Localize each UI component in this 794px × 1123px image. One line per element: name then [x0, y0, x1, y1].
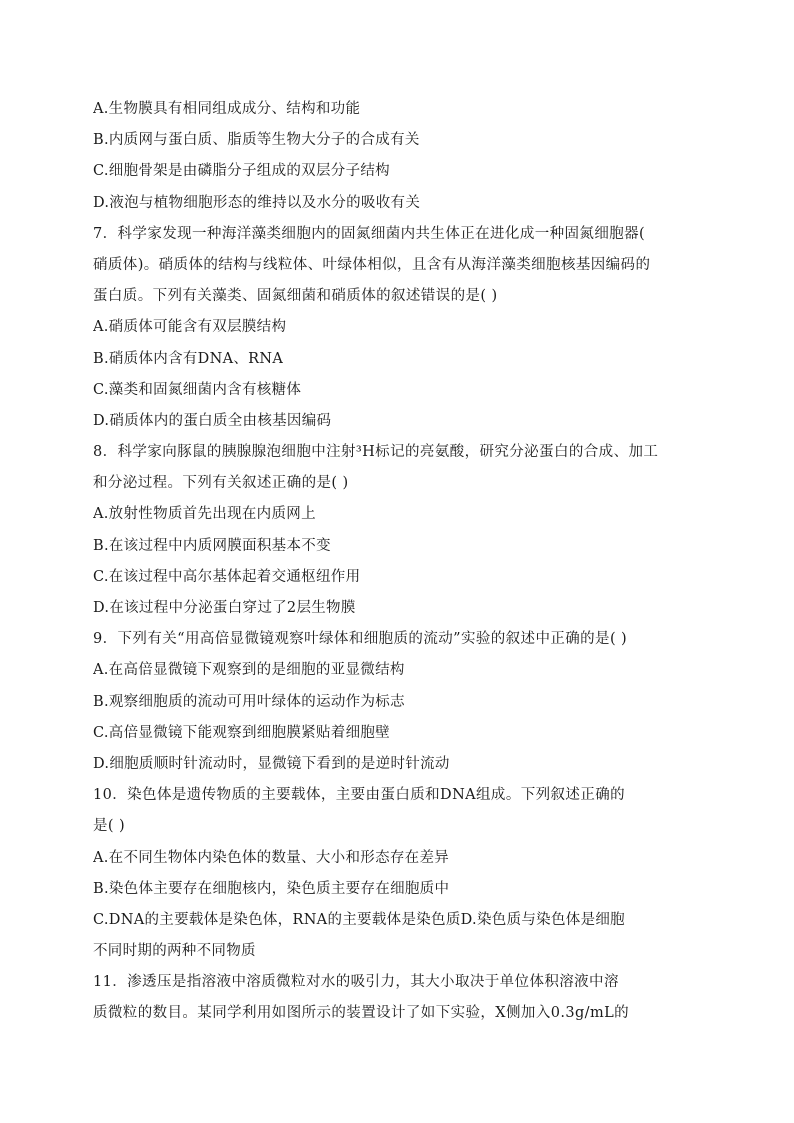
option-8c: C.在该过程中高尔基体起着交通枢纽作用: [93, 568, 361, 585]
option-9a: A.在高倍显微镜下观察到的是细胞的亚显微结构: [93, 662, 405, 679]
question-text-block: [93, 94, 703, 1030]
question-8-line-1: 8．科学家向豚鼠的胰腺腺泡细胞中注射³H标记的亮氨酸，研究分泌蛋白的合成、加工: [93, 444, 659, 461]
option-7d: D.硝质体内的蛋白质全由核基因编码: [93, 412, 332, 429]
question-9-line-1: 9．下列有关“用高倍显微镜观察叶绿体和细胞质的流动”实验的叙述中正确的是( ): [93, 631, 628, 648]
option-8b: B.在该过程中内质网膜面积基本不变: [93, 537, 331, 554]
option-6a: A.生物膜具有相同组成成分、结构和功能: [93, 101, 361, 117]
question-8-line-2: 和分泌过程。下列有关叙述正确的是( ): [93, 475, 349, 492]
option-9c: C.高倍显微镜下能观察到细胞膜紧贴着细胞壁: [93, 724, 390, 741]
question-11-line-1: 11．渗透压是指溶液中溶质微粒对水的吸引力，其大小取决于单位体积溶液中溶: [93, 974, 619, 991]
option-6b: B.内质网与蛋白质、脂质等生物大分子的合成有关: [93, 132, 420, 149]
option-7a: A.硝质体可能含有双层膜结构: [93, 319, 287, 336]
question-10-line-1: 10．染色体是遗传物质的主要载体，主要由蛋白质和DNA组成。下列叙述正确的: [93, 787, 626, 804]
option-7b: B.硝质体内含有DNA、RNA: [93, 350, 284, 367]
question-7-line-2: 硝质体)。硝质体的结构与线粒体、叶绿体相似，且含有从海洋藻类细胞核基因编码的: [93, 256, 651, 273]
option-10b: B.染色体主要存在细胞核内，染色质主要存在细胞质中: [93, 880, 450, 897]
option-8a: A.放射性物质首先出现在内质网上: [93, 506, 316, 523]
option-9d: D.细胞质顺时针流动时，显微镜下看到的是逆时针流动: [93, 755, 450, 772]
question-7-line-1: 7．科学家发现一种海洋藻类细胞内的固氮细菌内共生体正在进化成一种固氮细胞器(: [93, 225, 646, 242]
option-6d: D.液泡与植物细胞形态的维持以及水分的吸收有关: [93, 194, 421, 211]
question-11-line-2: 质微粒的数目。某同学利用如图所示的装置设计了如下实验，X侧加入0.3g/mL的: [93, 1005, 630, 1022]
option-10a: A.在不同生物体内染色体的数量、大小和形态存在差异: [93, 849, 450, 866]
option-10cd-line-2: 不同时期的两种不同物质: [93, 943, 256, 960]
option-10cd-line-1: C.DNA的主要载体是染色体，RNA的主要载体是染色质D.染色质与染色体是细胞: [93, 911, 625, 928]
option-9b: B.观察细胞质的流动可用叶绿体的运动作为标志: [93, 693, 405, 710]
option-7c: C.藻类和固氮细菌内含有核糖体: [93, 381, 302, 398]
option-8d: D.在该过程中分泌蛋白穿过了2层生物膜: [93, 600, 356, 616]
question-7-line-3: 蛋白质。下列有关藻类、固氮细菌和硝质体的叙述错误的是( ): [93, 288, 498, 305]
question-10-line-2: 是( ): [93, 818, 126, 835]
option-6c: C.细胞骨架是由磷脂分子组成的双层分子结构: [93, 163, 390, 180]
